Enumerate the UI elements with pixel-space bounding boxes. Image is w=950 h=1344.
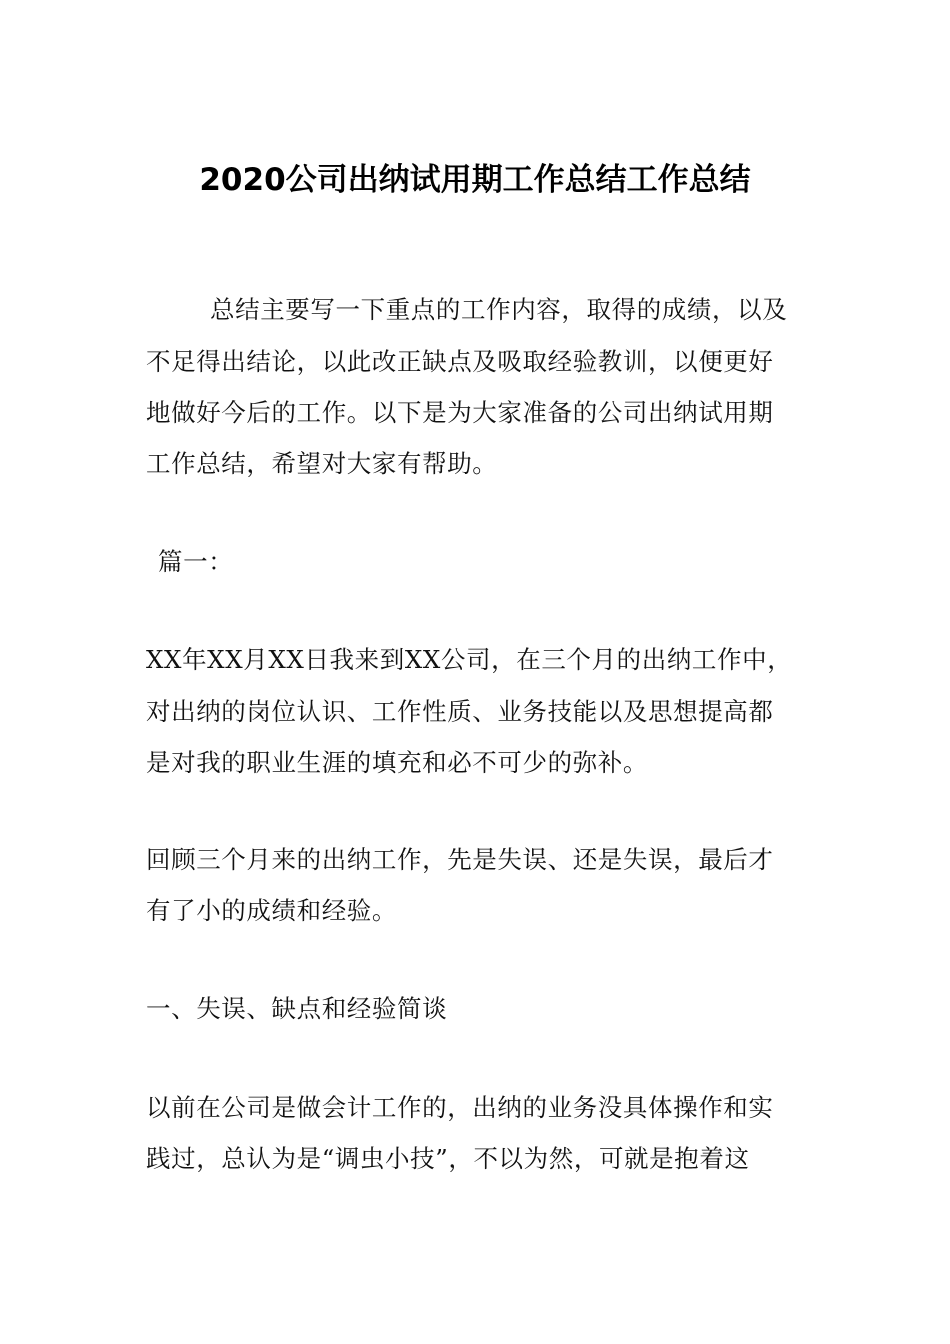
paragraph-1-line-2: 对出纳的岗位认识、工作性质、业务技能以及思想提高都 bbox=[146, 697, 774, 726]
paragraph-3-line-2: 践过，总认为是“调虫小技”，不以为然，可就是抱着这 bbox=[146, 1144, 750, 1173]
document-title: 2020公司出纳试用期工作总结工作总结 bbox=[199, 162, 751, 198]
intro-paragraph-line-2: 不足得出结论，以此改正缺点及吸取经验教训，以便更好 bbox=[146, 347, 774, 376]
paragraph-3-line-1: 以前在公司是做会计工作的，出纳的业务没具体操作和实 bbox=[146, 1093, 774, 1122]
intro-paragraph-line-1: 总结主要写一下重点的工作内容，取得的成绩，以及 bbox=[210, 295, 788, 324]
intro-paragraph-line-3: 地做好今后的工作。以下是为大家准备的公司出纳试用期 bbox=[146, 398, 774, 427]
subheading-mistakes: 一、失误、缺点和经验简谈 bbox=[146, 994, 448, 1023]
paragraph-2-line-2: 有了小的成绩和经验。 bbox=[146, 896, 397, 925]
paragraph-2-line-1: 回顾三个月来的出纳工作，先是失误、还是失误，最后才 bbox=[146, 845, 774, 874]
intro-paragraph-line-4: 工作总结，希望对大家有帮助。 bbox=[146, 449, 498, 478]
section-heading-part-one: 篇一： bbox=[158, 547, 234, 576]
paragraph-1-line-1: XX年XX月XX日我来到XX公司，在三个月的出纳工作中， bbox=[146, 645, 793, 674]
paragraph-1-line-3: 是对我的职业生涯的填充和必不可少的弥补。 bbox=[146, 748, 648, 777]
